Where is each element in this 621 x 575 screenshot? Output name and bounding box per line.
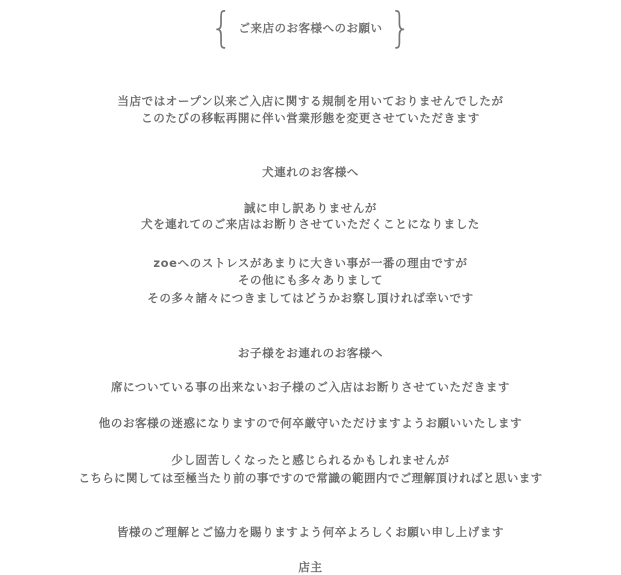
dog-line-4: その他にも多々ありまして xyxy=(237,273,384,287)
intro-line-2: このたびの移転再開に伴い営業形態を変更させていただきます xyxy=(141,111,480,125)
closing-line: 皆様のご理解とご協力を賜りますよう何卒よろしくお願い申し上げます xyxy=(116,525,505,539)
dog-line-1: 誠に申し訳ありませんが xyxy=(243,201,378,215)
child-line-2: 他のお客様の迷惑になりますので何卒厳守いただけますようお願いいたします xyxy=(98,416,523,430)
child-line-3: 少し固苦しくなったと感じられるかもしれませんが xyxy=(171,453,450,467)
child-line-4: こちらに関しては至極当たり前の事ですので常識の範囲内でご理解頂ければと思います xyxy=(78,471,543,485)
right-brace-icon: } xyxy=(389,3,411,52)
dog-line-3: zoeへのストレスがあまりに大きい事が一番の理由ですが xyxy=(153,256,468,270)
left-brace-icon: { xyxy=(210,3,232,52)
intro-line-1: 当店ではオープン以来ご入店に関する規制を用いておりませんでしたが xyxy=(117,94,504,108)
title-block xyxy=(0,3,621,53)
signature: 店主 xyxy=(298,560,323,574)
child-section-heading: お子様をお連れのお客様へ xyxy=(237,346,384,360)
child-line-1: 席についている事の出来ないお子様のご入店はお断りさせていただきます xyxy=(110,380,511,394)
dog-line-2: 犬を連れてのご来店はお断りさせていただくことになりました xyxy=(141,217,480,231)
page-title: ご来店のお客様へのお願い xyxy=(238,21,383,35)
dog-section-heading: 犬連れのお客様へ xyxy=(262,165,359,179)
dog-line-5: その多々諸々につきましてはどうかお察し頂ければ幸いです xyxy=(147,291,474,305)
